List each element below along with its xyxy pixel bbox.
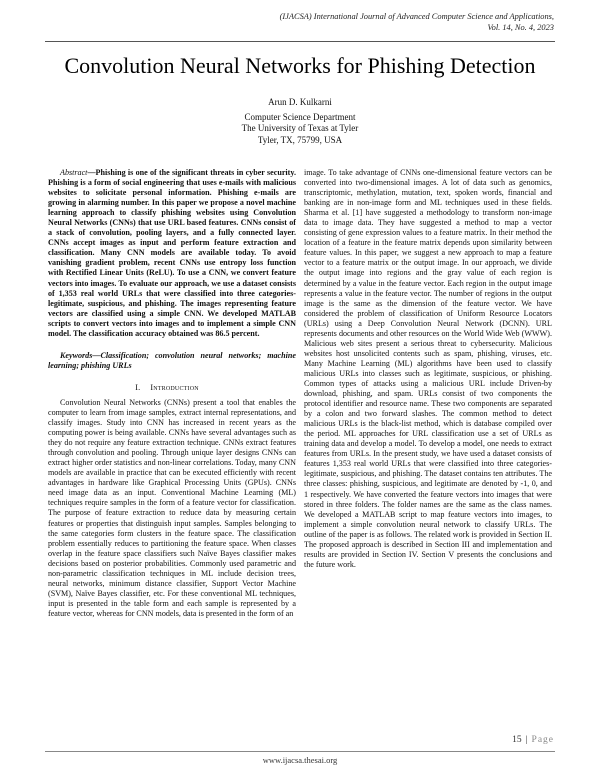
abstract-text: —Phishing is one of the significant threats in cyber security. Phishing is a form of social engineering that uses e-mails with malicious websites to solicitate personal information. Phishing e-mails are growing in alarming number. In this paper we propose a novel machine learning approach to classify phishing websites using Convolution Neural Networks (CNNs) that use URL based features. CNNs consist of a stack of convolution, pooling layers, and a fully connected layer. CNNs accept images as input and perform feature extraction and classification. Many CNN models are available today. To avoid vanishing gradient problem, recent CNNs use entropy loss function with Rectified Linear Units (ReLU). To use a CNN, we convert feature vectors into images. To evaluate our approach, we use a dataset consists of 1,353 real world URLs that were classified into three categories-legitimate, suspicious, and phishing. The images representing feature vectors are classified using a simple CNN. We developed MATLAB scripts to convert vectors into images and to implement a simple CNN model. The classification accuracy obtained was 86.5 percent.	[48, 168, 296, 338]
intro-paragraph-right: image. To take advantage of CNNs one-dimensional feature vectors can be converted into two-dimensional images. A lot of data such as genomics, transcriptomic, methylation, mutation, text, spoken words, financial and banking are in non-image form and ML techniques used in these fields. Sharma et al. [1] have suggested a methodology to transform non-image data to image data. They have suggested a method to map a vector consisting of gene expression values to a feature matrix. In their method the location of a feature in the feature matrix depends upon similarity between feature values. In this paper, we suggest a new approach to map a feature vector to a feature matrix or the output image. In our approach, we divide the output image into regions and the gray value of each region is determined by a value in the feature vector. Each region in the output image represents a value in the feature vector. The number of regions in the output image is the same as the dimension of the feature vector. We have considered the problem of classification of Uniform Resource Locators (URLs) using a Deep Convolution Neural Network (DCNN). URL represents documents and other resources on the World Wide Web (WWW). Malicious web sites present a serious threat to cybersecurity. Malicious websites host unsolicited contents such as spam, phishing, viruses, etc. Many Machine Learning (ML) algorithms have been used to classify malicious URLs into classes such as legitimate, suspicious, or phishing. Common types of attacks using a malicious URL include Driven-by download, phishing, and spam. URLs consist of two components the protocol identifier and resource name. These two components are separated by a colon and two forward slashes. The common method to detect malicious URLs is the black-list method, which is database compiled over the period. ML approaches for URL classification use a set of URLs as training data and develop a model. To develop a model, one needs to extract features from URLs. In the present study, we have used a dataset consists of features 1,353 real world URLs that were classified into three categories-legitimate, suspicious, and phishing. The dataset contains ten attributes. The three classes: phishing, suspicious, and legitimate are denoted by -1, 0, and 1 respectively. We have converted the feature vectors into images that were stored in three folders. The folder names are the same as the class names. We developed a MATLAB script to map feature vectors into images, to implement a simple convolution neural network to classify URLs. The outline of the paper is as follows. The related work is provided in Section II. The proposed approach is described in Section III and implementation and results are provided in Section IV. Section V presents the conclusions and the future work.	[304, 168, 552, 569]
left-column	[48, 168, 296, 619]
paper-title: Convolution Neural Networks for Phishing Detection	[64, 53, 536, 78]
page-number	[512, 735, 554, 745]
author-block	[150, 97, 450, 146]
keywords: Keywords—Classification; convolution neural networks; machine learning; phishing URLs	[48, 350, 296, 370]
section-title: Introduction	[150, 382, 199, 392]
footer-rule	[45, 751, 555, 752]
footer-url: www.ijacsa.thesai.org	[262, 755, 338, 765]
journal-header	[134, 12, 554, 33]
author-department: Computer Science Department	[244, 112, 356, 123]
section-heading-introduction	[48, 383, 296, 393]
intro-paragraph-left: Convolution Neural Networks (CNNs) present a tool that enables the computer to learn from image samples, extract internal representations, and classify images. Study into CNN has increased in recent years as the computing power is being available. CNNs have several advantages such as they do not require any feature extraction technique. CNNs extract features through convolution and pooling. Through unique layer designs CNNs can extract higher order statistics and non-linear correlations. Today, many CNN models are available in practice that can be executed efficiently with recent advantages in hardware like Graphical Processing Units (GPUs). CNNs need image data as an input. Conventional Machine Learning (ML) techniques require samples in the form of a feature vector for classification. The purpose of feature extraction to reduce data by measuring certain features or properties that distinguish input samples. Samples belonging to the same categories form clusters in the feature space. The classification problem essentially reduces to partitioning the feature space. When classes overlap in the feature space classifiers such Naïve Bayes classifier makes decisions based on posterior probabilities. Commonly used parametric and non-parametric classification techniques in ML include decision trees, neural networks, minimum distance classifier, Support Vector Machine (SVM), Naïve Bayes classifier, etc. For these conventional ML techniques, input is presented in the table form and each sample is represented by a feature vector, whereas for CNN models, data is presented in the form of an	[48, 397, 296, 618]
page-number-value: 15	[512, 735, 522, 745]
author-university: The University of Texas at Tyler	[241, 123, 359, 134]
right-column	[304, 168, 552, 570]
author-address: Tyler, TX, 75799, USA	[257, 134, 343, 145]
author-name: Arun D. Kulkarni	[268, 97, 332, 107]
section-number: I.	[135, 382, 141, 392]
journal-name: (IJACSA) International Journal of Advanced Computer Science and Applications,	[279, 12, 554, 21]
page-word: Page	[531, 735, 554, 745]
abstract	[48, 168, 296, 339]
header-rule	[45, 41, 555, 42]
abstract-label: Abstract	[60, 168, 88, 177]
page-separator: |	[525, 735, 528, 745]
journal-volume: Vol. 14, No. 4, 2023	[487, 22, 554, 32]
